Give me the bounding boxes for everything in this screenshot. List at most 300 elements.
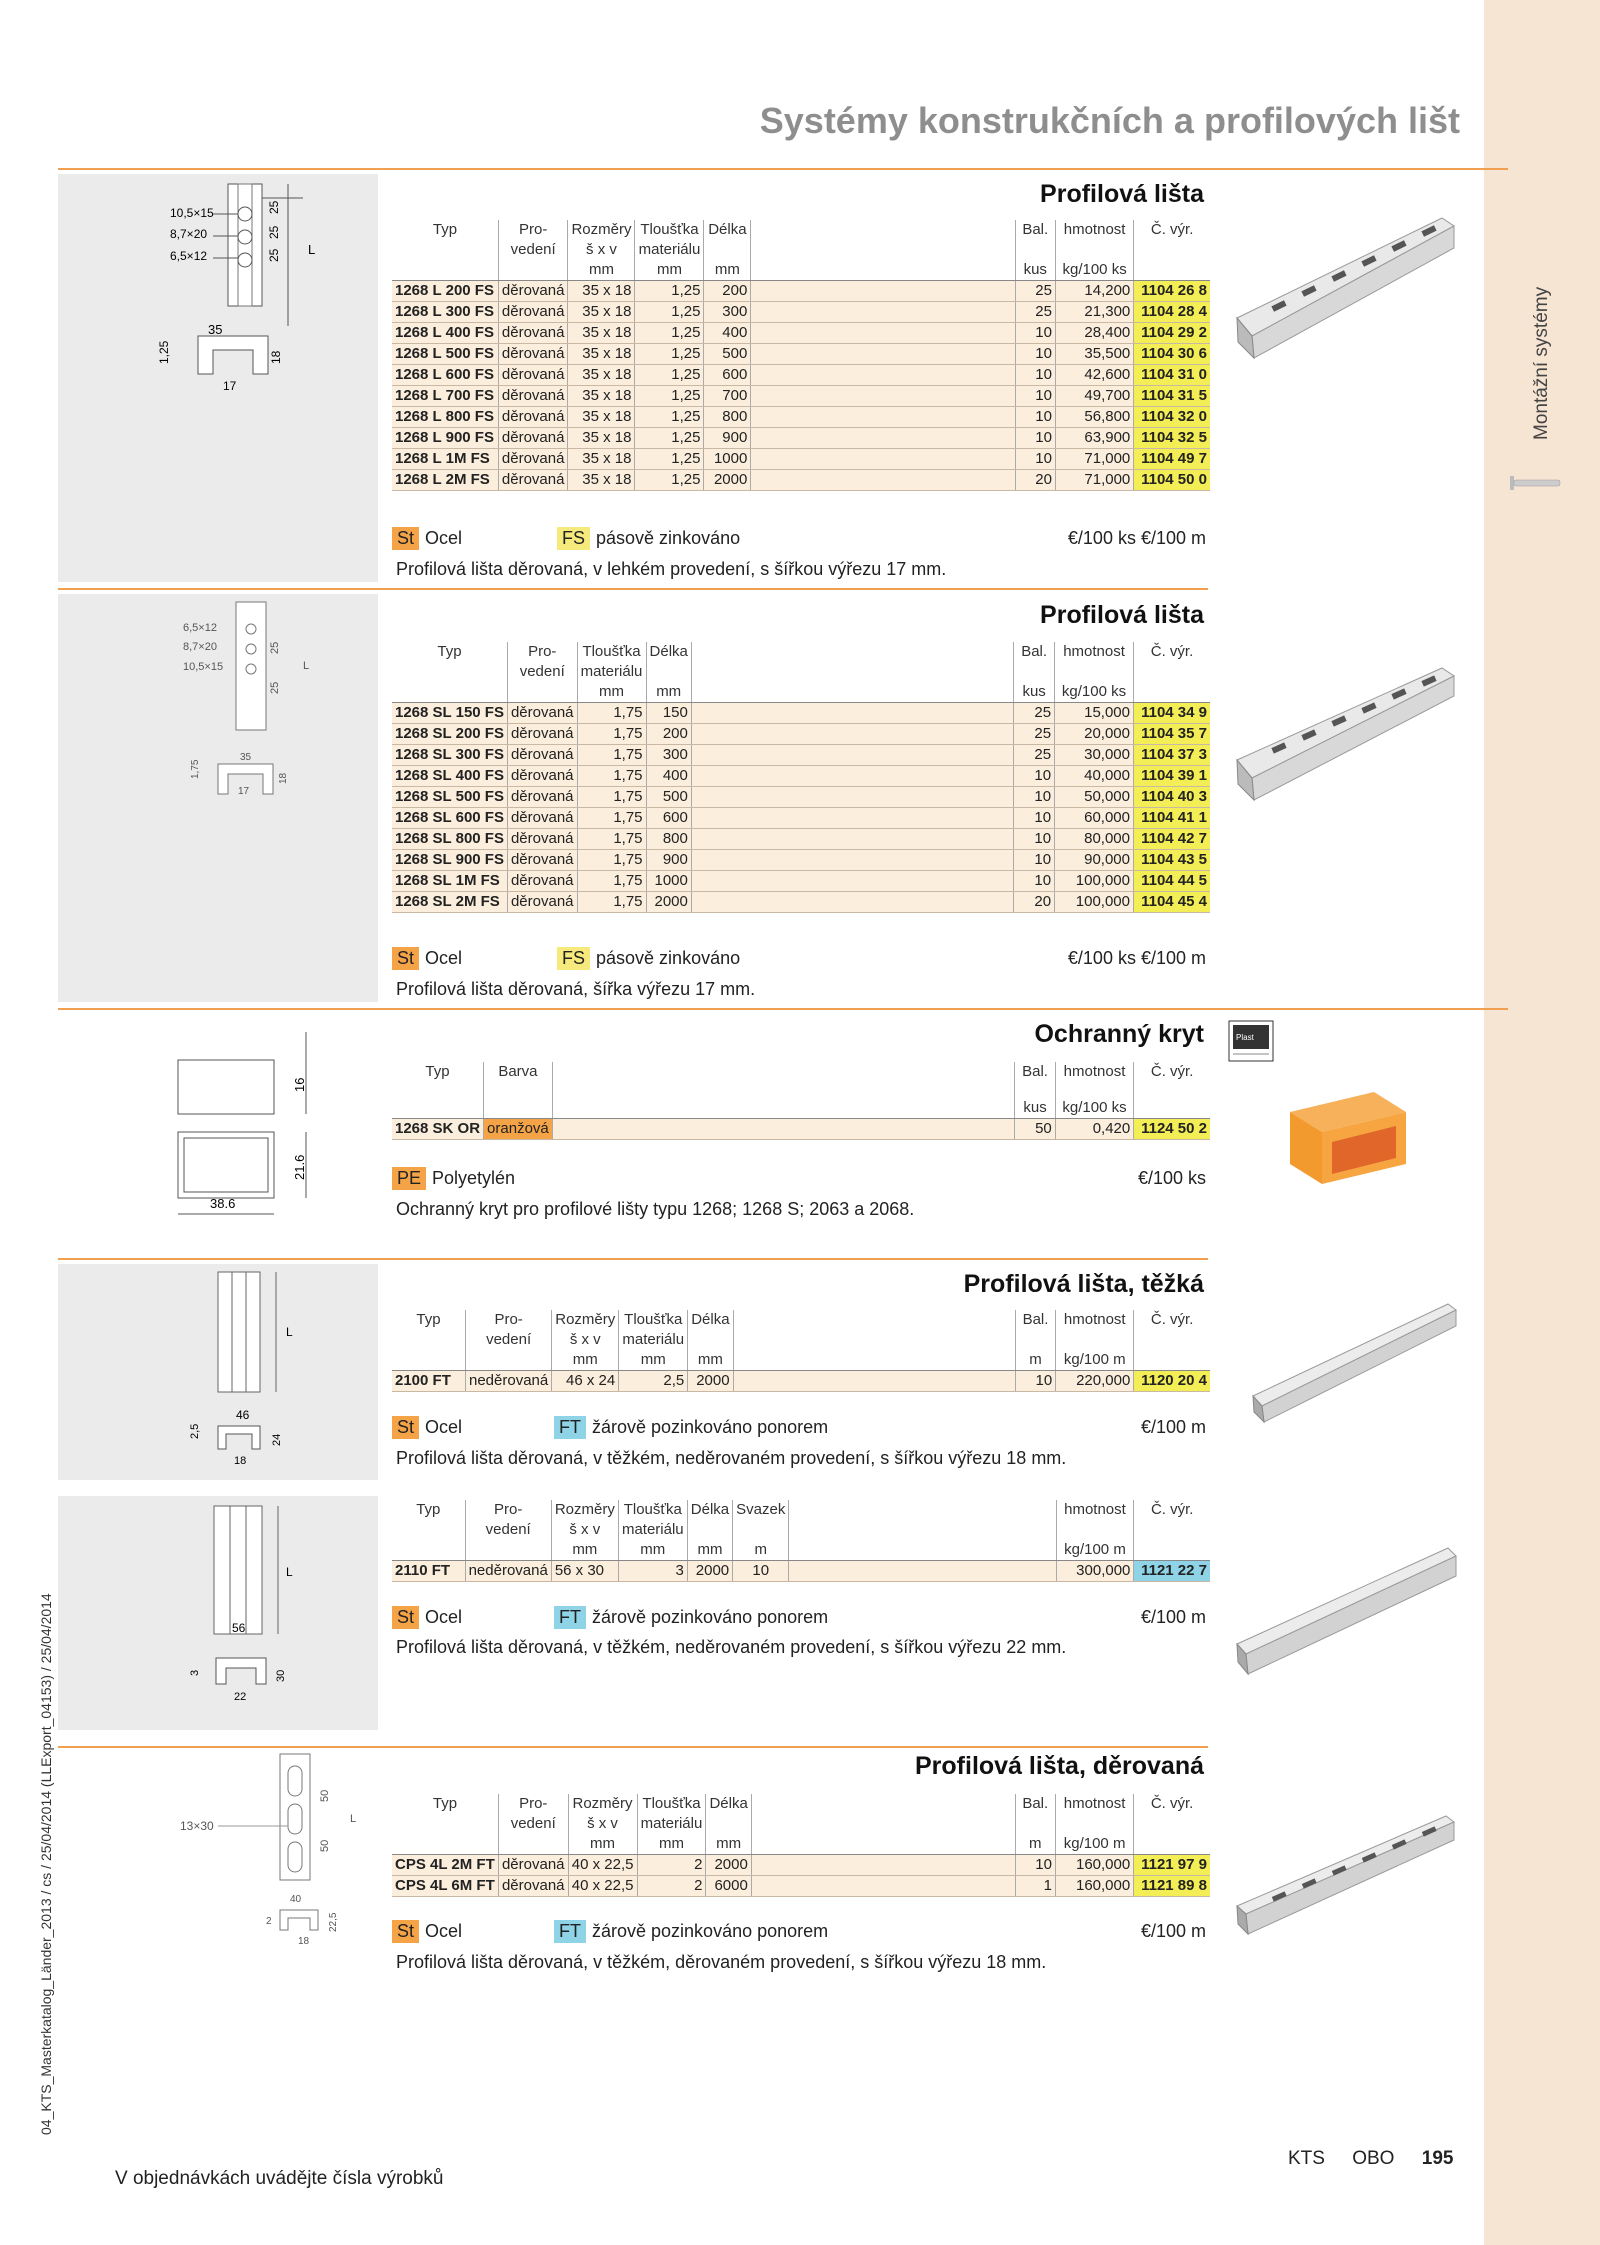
svg-text:22: 22 (234, 1691, 247, 1703)
table-cell: 35 x 18 (568, 302, 635, 323)
table-cell: 25 (1015, 302, 1055, 323)
table-cell: děrovaná (507, 850, 577, 871)
table-cell: 200 (646, 724, 691, 745)
drawing-panel (58, 594, 378, 1002)
table-cell: 2000 (704, 470, 751, 491)
section-rule (58, 1746, 1208, 1748)
row-spacer (691, 724, 1013, 745)
table-row (392, 302, 1210, 323)
cell-type: 1268 L 900 FS (392, 428, 498, 449)
table-cell: 10 (1015, 365, 1055, 386)
footer-brand: OBO (1352, 2148, 1395, 2169)
material-code-badge: St (392, 527, 419, 550)
table-cell: 1,75 (577, 892, 646, 913)
table-cell: 10 (1014, 829, 1055, 850)
table-cell: děrovaná (498, 470, 568, 491)
profile-drawing (58, 1752, 378, 1952)
row-spacer (751, 1855, 1015, 1876)
svg-text:46: 46 (236, 1408, 250, 1422)
product-photo (1232, 208, 1458, 373)
table-cell: 10 (1014, 871, 1055, 892)
col-header: hmotnost (1055, 220, 1133, 260)
svg-text:18: 18 (298, 1936, 310, 1947)
dim-label: 1,25 (157, 340, 171, 364)
table-cell: 35 x 18 (568, 344, 635, 365)
col-header: Typ (432, 221, 458, 238)
dim-label: 38.6 (210, 1196, 236, 1211)
product-description: Profilová lišta děrovaná, šířka výřezu 17 mm. (396, 979, 756, 999)
table-cell: 25 (1014, 724, 1055, 745)
table-cell: 1,75 (577, 850, 646, 871)
table-cell: 1000 (704, 449, 751, 470)
price-unit: €/100 m (1140, 1607, 1206, 1627)
cell-type: 1268 SL 500 FS (392, 787, 507, 808)
table-cell: 800 (704, 407, 751, 428)
table-cell: 10 (1015, 344, 1055, 365)
table-cell: děrovaná (507, 745, 577, 766)
cell-article-no: 1104 35 7 (1134, 724, 1211, 745)
svg-text:2,5: 2,5 (189, 1423, 201, 1439)
table-cell: 160,000 (1055, 1876, 1133, 1897)
price-unit: €/100 ks €/100 m (1067, 528, 1206, 548)
row-spacer (751, 344, 1015, 365)
col-header: Č. výr. (1134, 220, 1210, 260)
col-header: Tloušťka materiálu (635, 220, 704, 260)
table-cell: 1,75 (577, 745, 646, 766)
cell-article-no: 1104 44 5 (1134, 871, 1211, 892)
table-row (392, 428, 1210, 449)
drawing-panel (58, 1014, 378, 1238)
table-cell: 1,75 (577, 724, 646, 745)
table-row (392, 850, 1210, 871)
profile-drawing (58, 1496, 378, 1730)
cell-article-no: 1104 40 3 (1134, 787, 1211, 808)
table-cell: 35 x 18 (568, 365, 635, 386)
table-cell: 21,300 (1055, 302, 1133, 323)
table-row (392, 703, 1210, 724)
table-cell: děrovaná (498, 344, 568, 365)
table-cell: 500 (704, 344, 751, 365)
cell-article-no: 1104 43 5 (1134, 850, 1211, 871)
table-cell: 63,900 (1055, 428, 1133, 449)
table-cell: 1,25 (635, 344, 704, 365)
cell-article-no: 1104 39 1 (1134, 766, 1211, 787)
row-spacer (691, 808, 1013, 829)
dim-label: 18 (278, 772, 289, 784)
cell-article-no: 1121 89 8 (1134, 1876, 1210, 1897)
table-cell: 40 x 22,5 (568, 1855, 637, 1876)
table-cell: 40,000 (1055, 766, 1134, 787)
table-cell: 35 x 18 (568, 470, 635, 491)
table-cell: 20 (1015, 470, 1055, 491)
cell-type: 1268 L 300 FS (392, 302, 498, 323)
table-row (392, 1876, 1210, 1897)
drawing-panel (58, 174, 378, 582)
table-cell: 900 (704, 428, 751, 449)
table-cell: 50,000 (1055, 787, 1134, 808)
table-cell: děrovaná (498, 281, 568, 302)
table-cell: 1,25 (635, 365, 704, 386)
table-cell: děrovaná (507, 829, 577, 850)
dim-label: 17 (238, 786, 250, 797)
table-cell: děrovaná (498, 365, 568, 386)
row-spacer (751, 302, 1015, 323)
table-cell: 1,25 (635, 302, 704, 323)
svg-text:40: 40 (290, 1894, 302, 1905)
table-cell: 25 (1014, 703, 1055, 724)
material-line: St Ocel FT žárově pozinkováno ponorem (392, 1416, 462, 1439)
table-row (392, 724, 1210, 745)
cell-article-no: 1104 32 0 (1134, 407, 1210, 428)
svg-text:50: 50 (319, 1789, 331, 1802)
footer-brands (1288, 2148, 1453, 2170)
table-row: 1268 SK OR oranžová 50 0,420 1124 50 2 (392, 1119, 1210, 1140)
table-cell: 30,000 (1055, 745, 1134, 766)
table-cell: děrovaná (498, 302, 568, 323)
section-title: Profilová lišta (1040, 180, 1204, 208)
table-cell: děrovaná (498, 386, 568, 407)
cell-article-no: 1104 42 7 (1134, 829, 1211, 850)
svg-text:13×30: 13×30 (180, 1819, 214, 1833)
svg-text:L: L (286, 1325, 293, 1339)
table-cell: 35 x 18 (568, 386, 635, 407)
cell-type: 1268 SL 2M FS (392, 892, 507, 913)
table-row (392, 1371, 1210, 1392)
finish-code-badge: FS (557, 527, 590, 550)
table-cell: děrovaná (507, 871, 577, 892)
svg-text:2: 2 (266, 1916, 272, 1927)
row-spacer (751, 428, 1015, 449)
product-photo (1248, 1296, 1458, 1441)
dim-label: 8,7×20 (183, 641, 217, 653)
table-cell: 35 x 18 (568, 428, 635, 449)
table-cell: 1,25 (635, 407, 704, 428)
svg-text:24: 24 (271, 1433, 283, 1446)
table-cell: 300 (646, 745, 691, 766)
table-cell: 2000 (706, 1855, 751, 1876)
table-cell: 10 (1015, 407, 1055, 428)
cell-type: 1268 SL 1M FS (392, 871, 507, 892)
table-cell: 100,000 (1055, 871, 1134, 892)
table-cell: 35 x 18 (568, 281, 635, 302)
table-cell: děrovaná (498, 407, 568, 428)
table-cell: 71,000 (1055, 449, 1133, 470)
table-cell: 1,75 (577, 871, 646, 892)
cell-type: 1268 L 500 FS (392, 344, 498, 365)
material-name: Ocel (425, 528, 463, 548)
bolt-icon (1510, 475, 1562, 491)
table-cell: 1,75 (577, 703, 646, 724)
row-spacer (751, 449, 1015, 470)
dim-label: 18 (269, 350, 283, 364)
table-cell: děrovaná (507, 703, 577, 724)
table-cell: děrovaná (507, 724, 577, 745)
dim-label: 10,5×15 (170, 206, 214, 220)
section-rule (58, 1258, 1208, 1260)
svg-text:18: 18 (234, 1455, 247, 1467)
table-cell: 220,000 (1056, 1371, 1134, 1392)
cell-type: 1268 L 400 FS (392, 323, 498, 344)
section-title: Profilová lišta, těžká (963, 1270, 1204, 1298)
dim-label: 25 (269, 641, 281, 654)
svg-text:L: L (350, 1813, 357, 1825)
dim-label: 6,5×12 (183, 622, 217, 634)
cell-article-no: 1104 31 5 (1134, 386, 1210, 407)
svg-text:L: L (286, 1565, 293, 1579)
table-row (392, 829, 1210, 850)
cell-type: 1268 SL 800 FS (392, 829, 507, 850)
table-cell: 25 (1014, 745, 1055, 766)
table-cell: 2 (637, 1855, 706, 1876)
cell-article-no: 1104 31 0 (1134, 365, 1210, 386)
section-title: Profilová lišta, děrovaná (915, 1752, 1204, 1780)
row-spacer (751, 386, 1015, 407)
table-cell: 500 (646, 787, 691, 808)
table-cell: 300 (704, 302, 751, 323)
row-spacer (691, 787, 1013, 808)
dim-label: 25 (267, 200, 281, 214)
cell-article-no: 1104 50 0 (1134, 470, 1210, 491)
table-cell: 600 (704, 365, 751, 386)
row-spacer (751, 470, 1015, 491)
cell-article-no: 1121 97 9 (1134, 1855, 1210, 1876)
cell-article-no: 1104 30 6 (1134, 344, 1210, 365)
product-table: Typ Barva Bal. hmotnost Č. výr. kus kg/100 ks 1268 SK OR oranžová 50 0,420 1124 50 2 (392, 1062, 1210, 1140)
cell-type: 1268 SL 200 FS (392, 724, 507, 745)
dim-label: 25 (267, 225, 281, 239)
cell-article-no: 1104 29 2 (1134, 323, 1210, 344)
table-cell: 14,200 (1055, 281, 1133, 302)
svg-text:30: 30 (275, 1669, 287, 1682)
col-header: Pro- vedení (498, 220, 568, 260)
table-row (392, 766, 1210, 787)
row-spacer (751, 365, 1015, 386)
product-description: Profilová lišta děrovaná, v těžkém, děrovaném provedení, s šířkou výřezu 18 mm. (396, 1952, 1047, 1972)
cell-type: 1268 L 200 FS (392, 281, 498, 302)
footer-file-info: 04_KTS_Masterkatalog_Länder_2013 / cs / 25/04/2014 (LLExport_04153) / 25/04/2014 (38, 1593, 54, 2135)
table-cell: 40 x 22,5 (568, 1876, 637, 1897)
table-cell: 10 (1015, 386, 1055, 407)
table-cell: 28,400 (1055, 323, 1133, 344)
table-cell: 1,25 (635, 323, 704, 344)
dim-label: 25 (267, 248, 281, 262)
table-cell: 200 (704, 281, 751, 302)
price-unit: €/100 m (1140, 1921, 1206, 1941)
material-line: St Ocel FS pásově zinkováno (392, 947, 462, 970)
section-rule (58, 588, 1208, 590)
page-number: 195 (1421, 2148, 1454, 2169)
cell-type: 1268 L 2M FS (392, 470, 498, 491)
table-cell: 35 x 18 (568, 449, 635, 470)
table-row: 2110 FT neděrovaná 56 x 30 3 2000 10 300,000 1121 22 7 (392, 1561, 1210, 1582)
cell-article-no: 1104 37 3 (1134, 745, 1211, 766)
table-cell: 71,000 (1055, 470, 1133, 491)
profile-drawing (58, 594, 378, 1002)
table-cell: 1,25 (635, 449, 704, 470)
profile-drawing (58, 1014, 378, 1238)
dim-label: 25 (269, 681, 281, 694)
footer-note: V objednávkách uvádějte čísla výrobků (115, 2168, 444, 2189)
table-cell: děrovaná (498, 428, 568, 449)
dim-label: 16 (292, 1077, 307, 1092)
table-cell: 1,25 (635, 470, 704, 491)
plastic-icon (1228, 1020, 1274, 1067)
table-row (392, 407, 1210, 428)
material-line: St Ocel FT žárově pozinkováno ponorem (392, 1606, 462, 1629)
table-row (392, 449, 1210, 470)
cell-type: CPS 4L 2M FT (392, 1855, 498, 1876)
svg-text:Plast: Plast (1236, 1033, 1254, 1042)
cell-article-no: 1104 32 5 (1134, 428, 1210, 449)
table-cell: 10 (1014, 787, 1055, 808)
table-cell: 1,25 (635, 428, 704, 449)
table-cell: děrovaná (507, 808, 577, 829)
table-row (392, 323, 1210, 344)
cell-type: 1268 SL 400 FS (392, 766, 507, 787)
row-spacer (691, 745, 1013, 766)
table-cell: 1 (1015, 1876, 1055, 1897)
table-cell: 2 (637, 1876, 706, 1897)
row-spacer (751, 281, 1015, 302)
table-row (392, 787, 1210, 808)
table-row (392, 386, 1210, 407)
table-cell: děrovaná (498, 1876, 568, 1897)
table-cell: 42,600 (1055, 365, 1133, 386)
table-cell: 10 (1015, 323, 1055, 344)
cell-type: 1268 SL 300 FS (392, 745, 507, 766)
table-cell: 56,800 (1055, 407, 1133, 428)
table-cell: děrovaná (498, 323, 568, 344)
table-cell: 1,75 (577, 808, 646, 829)
section-title: Profilová lišta (1040, 601, 1204, 629)
table-cell: 1000 (646, 871, 691, 892)
section-title: Ochranný kryt (1034, 1020, 1204, 1048)
product-description: Profilová lišta děrovaná, v těžkém, neděrovaném provedení, s šířkou výřezu 18 mm. (396, 1448, 1067, 1468)
dim-label: 35 (240, 752, 252, 763)
cell-type: 1268 L 700 FS (392, 386, 498, 407)
table-cell: 160,000 (1055, 1855, 1133, 1876)
product-table: Typ Pro- vedení Rozměry š x v Tloušťka materiálu Délka Svazek hmotnost Č. výr. mm mm mm m kg/100 m 2110 FT neděrovaná 56 x 30 3 2000 10 300,000 1121 22 7 (392, 1500, 1210, 1582)
table-cell: 1,25 (635, 281, 704, 302)
table-cell: 60,000 (1055, 808, 1134, 829)
table-cell: 49,700 (1055, 386, 1133, 407)
table-cell: 10 (1015, 428, 1055, 449)
svg-text:50: 50 (319, 1839, 331, 1852)
table-cell: 10 (1014, 808, 1055, 829)
svg-text:56: 56 (232, 1621, 246, 1635)
table-cell: 25 (1015, 281, 1055, 302)
cell-article-no: 1104 45 4 (1134, 892, 1211, 913)
dim-label: 6,5×12 (170, 249, 208, 263)
dim-label: 10,5×15 (183, 661, 224, 673)
price-unit: €/100 ks €/100 m (1067, 948, 1206, 968)
finish-name: pásově zinkováno (596, 528, 741, 548)
table-row (392, 470, 1210, 491)
page-title: Systémy konstrukčních a profilových lišt (759, 100, 1460, 141)
table-cell: děrovaná (507, 892, 577, 913)
table-cell: děrovaná (507, 787, 577, 808)
table-cell: 1,75 (577, 787, 646, 808)
row-spacer (751, 407, 1015, 428)
col-header: Rozměry š x v (568, 220, 635, 260)
drawing-panel (58, 1264, 378, 1480)
price-unit: €/100 m (1140, 1417, 1206, 1437)
table-cell: 2,5 (619, 1371, 688, 1392)
table-cell: 35 x 18 (568, 407, 635, 428)
drawing-panel (58, 1752, 378, 1952)
cell-type: 1268 SL 600 FS (392, 808, 507, 829)
product-photo (1232, 1540, 1458, 1695)
dim-label: L (308, 242, 316, 257)
cell-type: CPS 4L 6M FT (392, 1876, 498, 1897)
product-table: Typ Pro- vedení Rozměry š x v Tloušťka materiálu Délka Bal. hmotnost Č. výr. mm mm mm m kg/100 m 2100 FT neděrovaná 46 x 24 2,5 2000 10 220,000 1120 20 4 (392, 1310, 1210, 1392)
table-cell: 80,000 (1055, 829, 1134, 850)
material-line: St Ocel FT žárově pozinkováno ponorem (392, 1920, 462, 1943)
product-photo (1282, 1082, 1410, 1197)
table-cell: děrovaná (507, 766, 577, 787)
col-header: Bal. (1015, 220, 1055, 260)
cell-type: 1268 SL 900 FS (392, 850, 507, 871)
table-cell: 2000 (688, 1371, 733, 1392)
profile-drawing (58, 1264, 378, 1480)
table-row (392, 808, 1210, 829)
cell-article-no: 1104 49 7 (1134, 449, 1210, 470)
dim-label: 35 (208, 322, 223, 337)
product-description: Profilová lišta děrovaná, v těžkém, neděrovaném provedení, s šířkou výřezu 22 mm. (396, 1637, 1067, 1657)
cell-article-no: 1120 20 4 (1134, 1371, 1210, 1392)
row-spacer (733, 1371, 1015, 1392)
cell-article-no: 1104 28 4 (1134, 302, 1210, 323)
drawing-panel (58, 1496, 378, 1730)
table-row (392, 892, 1210, 913)
table-cell: 20 (1014, 892, 1055, 913)
row-spacer (691, 850, 1013, 871)
table-cell: děrovaná (498, 1855, 568, 1876)
cell-type: 2100 FT (392, 1371, 466, 1392)
material-line (392, 527, 741, 550)
product-description: Ochranný kryt pro profilové lišty typu 1268; 1268 S; 2063 a 2068. (396, 1199, 915, 1219)
table-cell: 10 (1015, 449, 1055, 470)
col-spacer (751, 220, 1015, 260)
dim-label: 1,75 (190, 759, 201, 779)
material-line: PE Polyetylén (392, 1167, 515, 1190)
table-cell: 1,75 (577, 766, 646, 787)
cell-article-no: 1104 41 1 (1134, 808, 1211, 829)
table-row (392, 1855, 1210, 1876)
price-unit: €/100 ks (1137, 1168, 1206, 1188)
table-cell: 10 (1014, 850, 1055, 871)
cell-article-no: 1104 34 9 (1134, 703, 1211, 724)
table-cell: 400 (646, 766, 691, 787)
dim-label: L (303, 660, 310, 672)
product-table: Typ Pro- vedení Tloušťka materiálu Délka Bal. hmotnost Č. výr. mm mm kus kg/100 ks 1268 SL 150 FS děrovaná 1,75 150 25 15,000 1104 34 9 1268 SL 200 FS děrovaná 1,75 200 25 20,000 1104 35 7 1268 SL 300 FS děrovaná 1,75 300 25 30,000 1104 37 3 1268 SL 400 FS děrovaná 1,75 400 10 40,000 1104 39 1 1268 SL 500 FS děrovaná 1,75 500 10 50,000 1104 40 3 1268 SL 600 FS děrovaná 1,75 600 10 60,000 1104 41 1 1268 SL 800 FS děrovaná 1,75 800 10 80,000 1104 42 7 1268 SL 900 FS děrovaná 1,75 900 10 90,000 1104 43 5 1268 SL 1M FS děrovaná 1,75 1000 10 100,000 1104 44 5 1268 SL 2M FS děrovaná 1,75 2000 20 100,000 1104 45 4 (392, 642, 1210, 913)
row-spacer (751, 1876, 1015, 1897)
product-table: Typ Pro- vedení Rozměry š x v Tloušťka materiálu Délka Bal. hmotnost Č. výr. mm mm mm m kg/100 m CPS 4L 2M FT děrovaná 40 x 22,5 2 2000 10 160,000 1121 97 9 CPS 4L 6M FT děrovaná 40 x 22,5 2 6000 1 160,000 1121 89 8 (392, 1794, 1210, 1897)
table-cell: 100,000 (1055, 892, 1134, 913)
profile-drawing (58, 174, 378, 582)
table-cell: 6000 (706, 1876, 751, 1897)
table-cell: 150 (646, 703, 691, 724)
table-row (392, 745, 1210, 766)
svg-text:22,5: 22,5 (328, 1912, 339, 1932)
table-row (392, 281, 1210, 302)
row-spacer (751, 323, 1015, 344)
table-row (392, 365, 1210, 386)
cell-type: 1268 SL 150 FS (392, 703, 507, 724)
table-cell: 15,000 (1055, 703, 1134, 724)
table-cell: 800 (646, 829, 691, 850)
table-cell: 1,25 (635, 386, 704, 407)
